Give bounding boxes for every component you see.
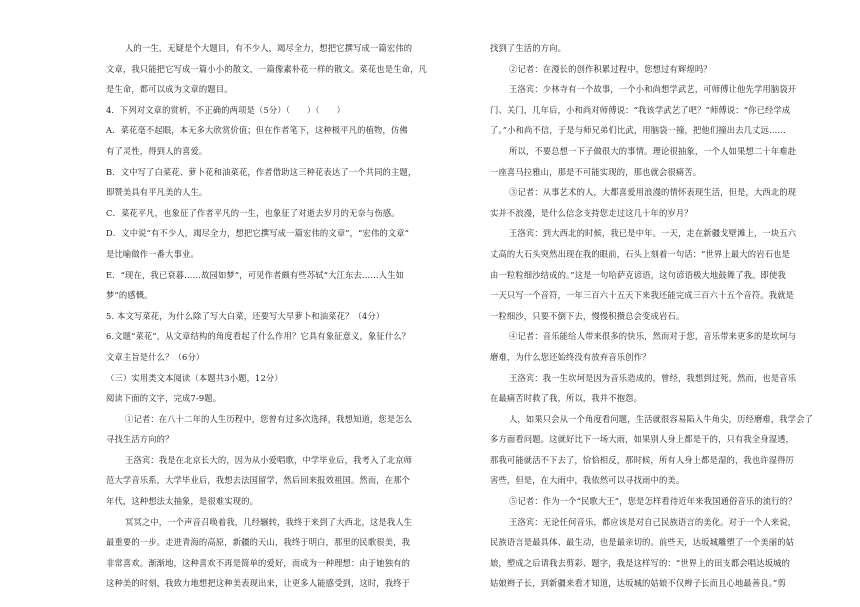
right-column-line: 找到了生活的方向。	[490, 43, 567, 53]
left-column-line: 年代，这种想法太抽象，是很难实现的。	[106, 496, 259, 507]
left-column-line: 是生命，都可以成为文章的题目。	[106, 84, 233, 95]
right-column-line: 多方面看问题。这就好比下一场大雨，如果别人身上都是干的，只有我全身湿透，	[490, 434, 795, 445]
right-column-line: 人，如果只会从一个角度看问题，生活就很容易陷入牛角尖，历经磨难，我学会了	[509, 413, 814, 424]
right-column-line: 那我可能就活不下去了，恰恰相反，那时候，所有人身上都是湿的，我也许湿得厉	[490, 454, 795, 465]
left-column	[106, 38, 444, 594]
right-column-line: 王洛宾：我一生坎坷是因为音乐造成的，曾经，我想到过死，然而，也是音乐	[509, 372, 797, 383]
left-column-line: 5. 本文写菜花，为什么除了写大白菜，还要写大早萝卜和油菜花？（4分）	[106, 310, 385, 321]
left-column-line: C．菜花平凡，也象征了作者平凡的一生，也象征了对逝去岁月的无奈与伤感。	[106, 207, 400, 218]
left-column-line: 阅读下面的文字，完成7-9题。	[106, 393, 222, 404]
right-column-line: 实并不浪漫，是什么信念支持您走过这几十年的岁月？	[490, 207, 693, 218]
left-column-line: B．文中写了白菜花、萝卜花和油菜花，作者借助这三种花表达了一个共同的主题，	[106, 166, 417, 177]
right-column-line: 由一粒粒细沙结成的。”这是一句哈萨克谚语，这句谚语极大地鼓舞了我。即使我	[490, 269, 786, 280]
right-column-line: 一天只写一个音符，一年三百六十五天下来我还能完成三百六十五个音符。我就是	[490, 290, 795, 301]
right-column-line: 了。”小和尚不信，于是与师兄弟们比武，用脑袋一撞，把他们撞出去几丈远……	[490, 125, 786, 136]
left-column-line: 文章，我只能把它写成一篇小小的散文，一篇像素朴花一样的散文。菜花也是生命，凡	[106, 63, 427, 74]
left-column-line: 人的一生，无疑是个大题目，有不少人，竭尽全力，想把它撰写成一篇宏伟的	[125, 43, 413, 53]
left-column-line: ①记者：在八十二年的人生历程中，您曾有过多次选择，我想知道，您是怎么	[125, 413, 413, 424]
right-column-line: 一座喜马拉雅山，那是不可能实现的，那也就会很痛苦。	[490, 166, 702, 177]
left-column-line: 文章主旨是什么？（6分）	[106, 351, 205, 362]
left-column-line: 最重要的一步。走进青海的高原，新疆的天山，我终于明白，那里的民歌很美，我	[106, 537, 411, 548]
left-column-line: 有了灵性，得到人的喜爱。	[106, 145, 208, 156]
right-column-line: 丈高的大石头突然出现在我的眼前，石头上刻着一句话：“世界上最大的岩石也是	[490, 248, 791, 259]
right-column-line: 害些，但是，在大雨中，我依然可以寻找雨中的美。	[490, 475, 685, 486]
right-column-line: 姑娘辫子长，到新疆来看才知道，达坂城的姑娘不仅辫子长而且心地最善良。”剪	[490, 578, 786, 589]
left-column-line: 6.文题“菜花”，从文章结构的角度看起了什么作用？它具有象征意义，象征什么？	[106, 331, 411, 342]
left-column-line: 非常喜欢。渐渐地，这种喜欢不再是简单的爱好，而成为一种理想：由于她独有的	[106, 557, 411, 568]
right-column-line: ②记者：在漫长的创作积累过程中，您想过有辉煌吗？	[509, 63, 712, 74]
right-column-line: ⑤记者：作为一个“民歌大王”，您是怎样看待近年来我国通俗音乐的流行的？	[509, 496, 797, 507]
right-column-line: 在最痛苦时救了我，所以，我并不抱怨。	[490, 393, 643, 404]
right-column-line: ③记者：从事艺术的人，大都喜爱用浪漫的情怀表现生活，但是，大西北的现	[509, 187, 797, 198]
right-column-line: ④记者：音乐能给人带来很多的快乐，然而对于您，音乐带来更多的是坎坷与	[509, 331, 797, 342]
right-column-line: 娘，塑成之后请我去剪彩、题字，我是这样写的：“世界上的田支都会唱达坂城的	[490, 557, 791, 568]
left-column-line: A．菜花毫不起眼，本无多大欣赏价值；但在作者笔下，这种极平凡的植物，仿佛	[106, 125, 408, 136]
left-column-line: 即赞美具有平凡美的人生。	[106, 187, 208, 198]
right-column-line: 一粒细沙，只要不倒下去，慢慢积攒总会变成岩石。	[490, 310, 685, 321]
right-column-line: 门、关门，几年后，小和尚对师傅说：“我该学武艺了吧？”师傅说：“你已经学成	[490, 104, 791, 115]
right-column-line: 王洛宾：无论任何音乐，都应该是对自己民族语言的美化。对于一个人来说，	[509, 516, 797, 527]
left-column-line: D．文中说“有不少人，竭尽全力，想把它撰写成一篇宏伟的文章”，“宏伟的文章”	[106, 228, 410, 239]
left-column-line: 冥冥之中，一个声音召唤着我，几经辗转，我终于来到了大西北，这是我人生	[125, 516, 413, 527]
right-column-line: 民族语言是最具体、最生动，也是最亲切的。前些天，达坂城雕塑了一个美丽的姑	[490, 537, 795, 548]
left-column-line: 是比喻做作一番大事业。	[106, 248, 199, 259]
left-column-line: 王洛宾：我是在北京长大的，因为从小爱唱歌，中学毕业后，我考入了北京师	[125, 454, 413, 465]
left-column-line: E．“现在，我已衰暮……故园如梦”，可见作者颇有些苏轼“大江东去……人生如	[106, 269, 405, 280]
left-column-line: 寻找生活方向的？	[106, 434, 174, 445]
left-column-line: 梦”的感慨。	[106, 290, 153, 301]
right-column	[490, 38, 814, 594]
left-column-line: 范大学音乐系，大学毕业后，我想去法国留学，然后回来报效祖国。然而，在那个	[106, 475, 411, 486]
left-column-line: 4．下列对文章的赏析，不正确的两项是（5分）（ ）（ ）	[106, 104, 346, 115]
right-column-line: 所以，不要总想一下子做很大的事情。理论很抽象，一个人如果想二十年难赴	[509, 145, 797, 156]
left-column-line: （三）实用类文本阅读（本题共3小题，12分）	[106, 372, 283, 383]
right-column-line: 王洛宾：少林寺有一个故事，一个小和尚想学武艺，可师傅让他先学用脑袋开	[509, 84, 797, 95]
left-column-line: 这种美的时刻，我致力地想把这种美表现出来，让更多人能感受到，这时，我终于	[106, 578, 411, 589]
right-column-line: 王洛宾：到大西北的时候，我已是中年。一天，走在新疆戈壁滩上，一块五六	[509, 228, 797, 239]
right-column-line: 磨难，为什么您还始终没有放弃音乐创作？	[490, 351, 651, 362]
